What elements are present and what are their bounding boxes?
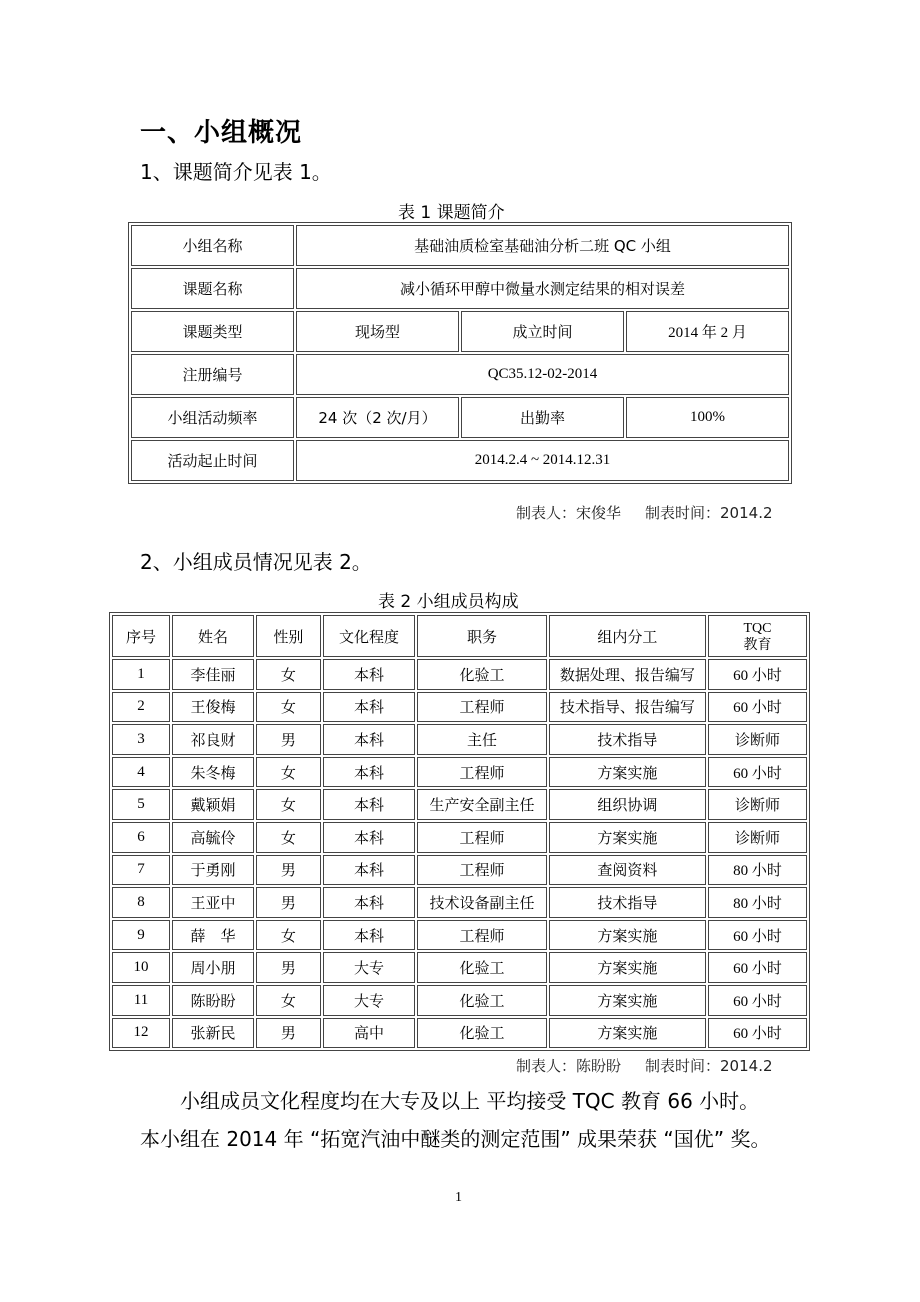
subsection-2-title: 2、小组成员情况见表 2。 xyxy=(140,550,372,574)
cell-gender: 女 xyxy=(256,692,321,723)
table1-caption: 表 1 课题简介 xyxy=(398,203,505,223)
column-header: 性别 xyxy=(256,615,321,657)
cell-education: 本科 xyxy=(323,887,415,918)
table-row xyxy=(112,952,807,983)
cell-gender: 女 xyxy=(256,985,321,1016)
cell-label: 课题名称 xyxy=(131,268,294,309)
column-header xyxy=(708,615,807,657)
cell-index: 2 xyxy=(112,692,170,723)
cell-position: 工程师 xyxy=(417,692,547,723)
cell-education: 本科 xyxy=(323,789,415,820)
cell-gender: 女 xyxy=(256,659,321,690)
cell-value: 减小循环甲醇中微量水测定结果的相对误差 xyxy=(296,268,789,309)
cell-tqc: 诊断师 xyxy=(708,724,807,755)
cell-role: 技术指导 xyxy=(549,887,706,918)
cell-position: 化验工 xyxy=(417,1018,547,1049)
cell-index: 6 xyxy=(112,822,170,853)
cell-gender: 男 xyxy=(256,952,321,983)
cell-tqc: 80 小时 xyxy=(708,887,807,918)
summary-line-2: 本小组在 2014 年 “拓宽汽油中醚类的测定范围” 成果荣获 “国优” 奖。 xyxy=(140,1127,771,1151)
table1-maker: 制表人：宋俊华 xyxy=(516,504,622,522)
topic-intro-table xyxy=(128,222,792,484)
cell-education: 本科 xyxy=(323,724,415,755)
cell-name: 于勇刚 xyxy=(172,855,254,886)
table-row xyxy=(112,985,807,1016)
cell-label: 注册编号 xyxy=(131,354,294,395)
cell-name: 高毓伶 xyxy=(172,822,254,853)
cell-value: 现场型 xyxy=(296,311,459,352)
table-row xyxy=(131,311,789,352)
cell-gender: 女 xyxy=(256,920,321,951)
table-row xyxy=(112,887,807,918)
members-table xyxy=(109,612,810,1051)
cell-position: 工程师 xyxy=(417,855,547,886)
cell-value: 24 次（2 次/月） xyxy=(296,397,459,438)
table-row xyxy=(131,440,789,481)
tqc-header-line2: 教育 xyxy=(743,636,772,653)
cell-name: 周小朋 xyxy=(172,952,254,983)
subsection-1-title: 1、课题简介见表 1。 xyxy=(140,160,332,184)
cell-gender: 女 xyxy=(256,822,321,853)
table-row xyxy=(131,354,789,395)
cell-position: 化验工 xyxy=(417,952,547,983)
cell-role: 技术指导、报告编写 xyxy=(549,692,706,723)
cell-gender: 男 xyxy=(256,1018,321,1049)
cell-role: 技术指导 xyxy=(549,724,706,755)
cell-gender: 男 xyxy=(256,887,321,918)
cell-name: 张新民 xyxy=(172,1018,254,1049)
section-heading: 一、小组概况 xyxy=(140,118,303,148)
cell-index: 10 xyxy=(112,952,170,983)
cell-name: 戴颖娟 xyxy=(172,789,254,820)
table1-footnote xyxy=(516,502,773,523)
page-number: 1 xyxy=(455,1190,462,1205)
cell-name: 薛 华 xyxy=(172,920,254,951)
cell-education: 本科 xyxy=(323,855,415,886)
cell-gender: 男 xyxy=(256,855,321,886)
column-header: 组内分工 xyxy=(549,615,706,657)
table-row xyxy=(112,757,807,788)
cell-tqc: 诊断师 xyxy=(708,822,807,853)
cell-label: 课题类型 xyxy=(131,311,294,352)
column-header: 姓名 xyxy=(172,615,254,657)
table-row xyxy=(112,789,807,820)
table-row xyxy=(112,822,807,853)
cell-tqc: 60 小时 xyxy=(708,920,807,951)
cell-role: 方案实施 xyxy=(549,757,706,788)
table1-date: 制表时间：2014.2 xyxy=(645,504,773,522)
table2-maker: 制表人：陈盼盼 xyxy=(516,1057,622,1075)
cell-tqc: 60 小时 xyxy=(708,757,807,788)
table-row xyxy=(112,692,807,723)
cell-position: 生产安全副主任 xyxy=(417,789,547,820)
cell-name: 陈盼盼 xyxy=(172,985,254,1016)
cell-value: QC35.12-02-2014 xyxy=(296,354,789,395)
cell-label: 成立时间 xyxy=(461,311,624,352)
cell-index: 1 xyxy=(112,659,170,690)
cell-position: 主任 xyxy=(417,724,547,755)
cell-role: 方案实施 xyxy=(549,920,706,951)
cell-index: 5 xyxy=(112,789,170,820)
cell-role: 查阅资料 xyxy=(549,855,706,886)
cell-education: 本科 xyxy=(323,659,415,690)
cell-role: 方案实施 xyxy=(549,822,706,853)
cell-index: 4 xyxy=(112,757,170,788)
cell-education: 本科 xyxy=(323,757,415,788)
cell-label: 小组名称 xyxy=(131,225,294,266)
cell-value: 2014 年 2 月 xyxy=(626,311,789,352)
cell-education: 高中 xyxy=(323,1018,415,1049)
cell-tqc: 60 小时 xyxy=(708,985,807,1016)
cell-position: 化验工 xyxy=(417,659,547,690)
cell-index: 9 xyxy=(112,920,170,951)
cell-name: 王俊梅 xyxy=(172,692,254,723)
cell-value: 2014.2.4 ~ 2014.12.31 xyxy=(296,440,789,481)
cell-index: 8 xyxy=(112,887,170,918)
column-header: 文化程度 xyxy=(323,615,415,657)
cell-label: 小组活动频率 xyxy=(131,397,294,438)
table-row xyxy=(112,724,807,755)
cell-education: 本科 xyxy=(323,920,415,951)
cell-position: 工程师 xyxy=(417,822,547,853)
cell-name: 李佳丽 xyxy=(172,659,254,690)
cell-name: 朱冬梅 xyxy=(172,757,254,788)
table-row xyxy=(112,855,807,886)
cell-tqc: 60 小时 xyxy=(708,692,807,723)
cell-role: 方案实施 xyxy=(549,952,706,983)
members-table-body xyxy=(112,659,807,1048)
cell-position: 工程师 xyxy=(417,757,547,788)
cell-tqc: 诊断师 xyxy=(708,789,807,820)
cell-role: 组织协调 xyxy=(549,789,706,820)
table-row xyxy=(112,659,807,690)
cell-role: 方案实施 xyxy=(549,1018,706,1049)
cell-gender: 女 xyxy=(256,757,321,788)
cell-label: 出勤率 xyxy=(461,397,624,438)
summary-line-1: 小组成员文化程度均在大专及以上 平均接受 TQC 教育 66 小时。 xyxy=(180,1089,760,1113)
table-row xyxy=(112,1018,807,1049)
cell-education: 本科 xyxy=(323,822,415,853)
tqc-header-line1: TQC xyxy=(743,620,772,636)
cell-label: 活动起止时间 xyxy=(131,440,294,481)
cell-role: 方案实施 xyxy=(549,985,706,1016)
cell-education: 大专 xyxy=(323,985,415,1016)
cell-value: 基础油质检室基础油分析二班 QC 小组 xyxy=(296,225,789,266)
cell-index: 3 xyxy=(112,724,170,755)
cell-name: 王亚中 xyxy=(172,887,254,918)
cell-tqc: 80 小时 xyxy=(708,855,807,886)
table-header-row xyxy=(112,615,807,657)
cell-tqc: 60 小时 xyxy=(708,659,807,690)
table-row xyxy=(131,268,789,309)
cell-tqc: 60 小时 xyxy=(708,1018,807,1049)
cell-position: 技术设备副主任 xyxy=(417,887,547,918)
cell-index: 7 xyxy=(112,855,170,886)
cell-name: 祁良财 xyxy=(172,724,254,755)
cell-education: 本科 xyxy=(323,692,415,723)
cell-position: 工程师 xyxy=(417,920,547,951)
cell-tqc: 60 小时 xyxy=(708,952,807,983)
cell-index: 11 xyxy=(112,985,170,1016)
cell-gender: 女 xyxy=(256,789,321,820)
table2-footnote xyxy=(516,1055,773,1076)
table-row xyxy=(112,920,807,951)
cell-role: 数据处理、报告编写 xyxy=(549,659,706,690)
column-header: 职务 xyxy=(417,615,547,657)
table-row xyxy=(131,397,789,438)
table-row xyxy=(131,225,789,266)
cell-position: 化验工 xyxy=(417,985,547,1016)
cell-gender: 男 xyxy=(256,724,321,755)
cell-value: 100% xyxy=(626,397,789,438)
cell-education: 大专 xyxy=(323,952,415,983)
table2-date: 制表时间：2014.2 xyxy=(645,1057,773,1075)
table2-caption: 表 2 小组成员构成 xyxy=(378,592,519,612)
column-header: 序号 xyxy=(112,615,170,657)
cell-index: 12 xyxy=(112,1018,170,1049)
